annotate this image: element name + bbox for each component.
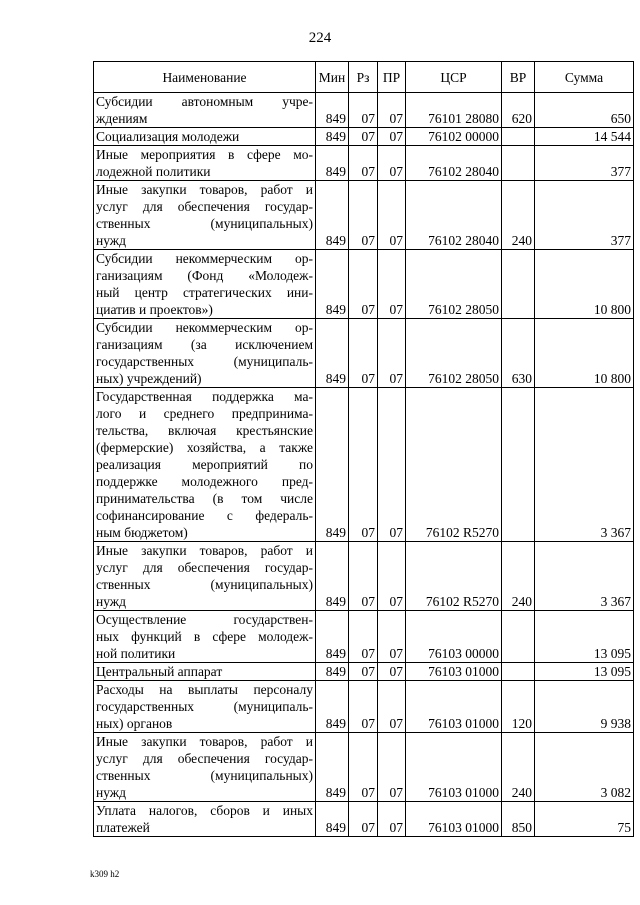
row-csr: 76102 28050 bbox=[406, 250, 502, 319]
table-body bbox=[94, 93, 634, 837]
row-name-line: ный центр стратегических ини- bbox=[96, 285, 313, 300]
row-pr: 07 bbox=[378, 93, 406, 128]
row-pr: 07 bbox=[378, 181, 406, 250]
row-name bbox=[94, 181, 316, 250]
row-name-line: услуг для обеспечения государ- bbox=[96, 560, 313, 575]
row-name-line: Расходы на выплаты персоналу bbox=[96, 682, 313, 697]
row-name-line: (фермерские) хозяйства, а также bbox=[96, 440, 313, 455]
row-name-line: Иные закупки товаров, работ и bbox=[96, 734, 313, 749]
row-rz: 07 bbox=[349, 128, 378, 146]
row-name bbox=[94, 146, 316, 181]
row-name-line: платежей bbox=[96, 820, 150, 835]
row-sum: 75 bbox=[535, 802, 634, 837]
row-name-line: тельства, включая крестьянские bbox=[96, 423, 313, 438]
row-csr: 76103 01000 bbox=[406, 663, 502, 681]
row-name bbox=[94, 681, 316, 733]
row-name bbox=[94, 733, 316, 802]
row-csr: 76102 R5270 bbox=[406, 388, 502, 542]
row-name bbox=[94, 93, 316, 128]
row-sum: 13 095 bbox=[535, 611, 634, 663]
row-rz: 07 bbox=[349, 181, 378, 250]
row-min: 849 bbox=[316, 733, 349, 802]
row-csr: 76102 28040 bbox=[406, 146, 502, 181]
row-sum: 3 367 bbox=[535, 542, 634, 611]
row-name-line: Иные мероприятия в сфере мо- bbox=[96, 147, 313, 162]
row-pr: 07 bbox=[378, 146, 406, 181]
row-name-line: Иные закупки товаров, работ и bbox=[96, 182, 313, 197]
row-min: 849 bbox=[316, 388, 349, 542]
row-min: 849 bbox=[316, 250, 349, 319]
header-pr: ПР bbox=[378, 62, 406, 93]
row-name-line: поддержке молодежного пред- bbox=[96, 474, 313, 489]
row-vr bbox=[502, 128, 535, 146]
row-csr: 76102 28040 bbox=[406, 181, 502, 250]
row-vr: 240 bbox=[502, 181, 535, 250]
row-min: 849 bbox=[316, 681, 349, 733]
row-name-line: Уплата налогов, сборов и иных bbox=[96, 803, 313, 818]
row-name-line: ственных (муниципальных) bbox=[96, 768, 313, 783]
row-name-line: ным бюджетом) bbox=[96, 525, 188, 540]
table-header-row bbox=[94, 62, 634, 93]
row-csr: 76103 01000 bbox=[406, 681, 502, 733]
row-name-line: Иные закупки товаров, работ и bbox=[96, 543, 313, 558]
header-rz: Рз bbox=[349, 62, 378, 93]
row-rz: 07 bbox=[349, 681, 378, 733]
row-pr: 07 bbox=[378, 128, 406, 146]
row-min: 849 bbox=[316, 181, 349, 250]
row-min: 849 bbox=[316, 319, 349, 388]
row-pr: 07 bbox=[378, 319, 406, 388]
row-name-line: Субсидии некоммерческим ор- bbox=[96, 320, 313, 335]
row-sum: 10 800 bbox=[535, 319, 634, 388]
row-rz: 07 bbox=[349, 250, 378, 319]
row-rz: 07 bbox=[349, 733, 378, 802]
row-sum: 650 bbox=[535, 93, 634, 128]
row-min: 849 bbox=[316, 93, 349, 128]
table-row bbox=[94, 542, 634, 611]
header-sum: Сумма bbox=[535, 62, 634, 93]
row-pr: 07 bbox=[378, 542, 406, 611]
row-name-line: Центральный аппарат bbox=[96, 664, 223, 679]
row-name bbox=[94, 542, 316, 611]
row-rz: 07 bbox=[349, 388, 378, 542]
row-vr bbox=[502, 250, 535, 319]
row-csr: 76103 00000 bbox=[406, 611, 502, 663]
row-rz: 07 bbox=[349, 802, 378, 837]
row-csr: 76102 00000 bbox=[406, 128, 502, 146]
row-csr: 76101 28080 bbox=[406, 93, 502, 128]
table-row bbox=[94, 250, 634, 319]
row-name-line: лого и среднего предпринима- bbox=[96, 406, 313, 421]
row-sum: 9 938 bbox=[535, 681, 634, 733]
row-name-line: ной политики bbox=[96, 646, 176, 661]
row-vr: 850 bbox=[502, 802, 535, 837]
header-min: Мин bbox=[316, 62, 349, 93]
row-vr bbox=[502, 388, 535, 542]
row-name-line: ных) органов bbox=[96, 716, 173, 731]
header-name: Наименование bbox=[94, 62, 316, 93]
row-sum: 3 367 bbox=[535, 388, 634, 542]
row-sum: 10 800 bbox=[535, 250, 634, 319]
row-name-line: Субсидии некоммерческим ор- bbox=[96, 251, 313, 266]
row-sum: 3 082 bbox=[535, 733, 634, 802]
header-csr: ЦСР bbox=[406, 62, 502, 93]
row-name-line: лодежной политики bbox=[96, 164, 211, 179]
row-vr: 240 bbox=[502, 733, 535, 802]
footer-code: k309 h2 bbox=[90, 869, 120, 879]
row-name bbox=[94, 250, 316, 319]
row-rz: 07 bbox=[349, 319, 378, 388]
table-row bbox=[94, 319, 634, 388]
header-vr: ВР bbox=[502, 62, 535, 93]
table-row bbox=[94, 663, 634, 681]
table-row bbox=[94, 611, 634, 663]
row-name bbox=[94, 611, 316, 663]
row-vr bbox=[502, 663, 535, 681]
row-name bbox=[94, 388, 316, 542]
row-pr: 07 bbox=[378, 388, 406, 542]
row-name bbox=[94, 663, 316, 681]
row-rz: 07 bbox=[349, 542, 378, 611]
row-name-line: нужд bbox=[96, 233, 126, 248]
row-rz: 07 bbox=[349, 93, 378, 128]
row-min: 849 bbox=[316, 611, 349, 663]
row-name-line: реализация мероприятий по bbox=[96, 457, 313, 472]
row-name bbox=[94, 802, 316, 837]
row-rz: 07 bbox=[349, 146, 378, 181]
table-row bbox=[94, 388, 634, 542]
table-row bbox=[94, 128, 634, 146]
row-name-line: государственных (муниципаль- bbox=[96, 354, 313, 369]
row-min: 849 bbox=[316, 128, 349, 146]
row-name-line: услуг для обеспечения государ- bbox=[96, 199, 313, 214]
row-pr: 07 bbox=[378, 611, 406, 663]
row-sum: 14 544 bbox=[535, 128, 634, 146]
row-pr: 07 bbox=[378, 681, 406, 733]
row-sum: 377 bbox=[535, 181, 634, 250]
row-vr: 620 bbox=[502, 93, 535, 128]
row-name-line: ганизациям (за исключением bbox=[96, 337, 313, 352]
row-name-line: Субсидии автономным учре- bbox=[96, 94, 313, 109]
row-vr: 120 bbox=[502, 681, 535, 733]
budget-table bbox=[93, 61, 634, 837]
row-pr: 07 bbox=[378, 663, 406, 681]
row-name-line: нужд bbox=[96, 785, 126, 800]
table-row bbox=[94, 181, 634, 250]
row-name-line: принимательства (в том числе bbox=[96, 491, 313, 506]
row-name-line: государственных (муниципаль- bbox=[96, 699, 313, 714]
row-min: 849 bbox=[316, 802, 349, 837]
row-csr: 76103 01000 bbox=[406, 733, 502, 802]
table-row bbox=[94, 681, 634, 733]
row-name-line: циатив и проектов») bbox=[96, 302, 213, 317]
row-min: 849 bbox=[316, 542, 349, 611]
row-vr bbox=[502, 611, 535, 663]
row-name bbox=[94, 128, 316, 146]
row-name-line: Социализация молодежи bbox=[96, 129, 240, 144]
row-csr: 76102 R5270 bbox=[406, 542, 502, 611]
row-name-line: софинансирование с федераль- bbox=[96, 508, 313, 523]
table-row bbox=[94, 146, 634, 181]
table-row bbox=[94, 93, 634, 128]
page-number: 224 bbox=[308, 30, 332, 46]
row-name-line: ственных (муниципальных) bbox=[96, 577, 313, 592]
row-name-line: Осуществление государствен- bbox=[96, 612, 313, 627]
row-rz: 07 bbox=[349, 663, 378, 681]
row-pr: 07 bbox=[378, 802, 406, 837]
row-sum: 13 095 bbox=[535, 663, 634, 681]
row-name-line: Государственная поддержка ма- bbox=[96, 389, 313, 404]
row-name-line: услуг для обеспечения государ- bbox=[96, 751, 313, 766]
row-pr: 07 bbox=[378, 733, 406, 802]
row-csr: 76102 28050 bbox=[406, 319, 502, 388]
row-vr bbox=[502, 146, 535, 181]
table-row bbox=[94, 733, 634, 802]
row-name-line: ственных (муниципальных) bbox=[96, 216, 313, 231]
table-row bbox=[94, 802, 634, 837]
row-name-line: ных функций в сфере молодеж- bbox=[96, 629, 313, 644]
row-name bbox=[94, 319, 316, 388]
row-csr: 76103 01000 bbox=[406, 802, 502, 837]
row-pr: 07 bbox=[378, 250, 406, 319]
row-name-line: нужд bbox=[96, 594, 126, 609]
row-name-line: ных) учреждений) bbox=[96, 371, 202, 386]
row-name-line: ганизациям (Фонд «Молодеж- bbox=[96, 268, 313, 283]
row-vr: 630 bbox=[502, 319, 535, 388]
row-min: 849 bbox=[316, 663, 349, 681]
row-sum: 377 bbox=[535, 146, 634, 181]
row-rz: 07 bbox=[349, 611, 378, 663]
row-vr: 240 bbox=[502, 542, 535, 611]
row-min: 849 bbox=[316, 146, 349, 181]
row-name-line: ждениям bbox=[96, 111, 148, 126]
